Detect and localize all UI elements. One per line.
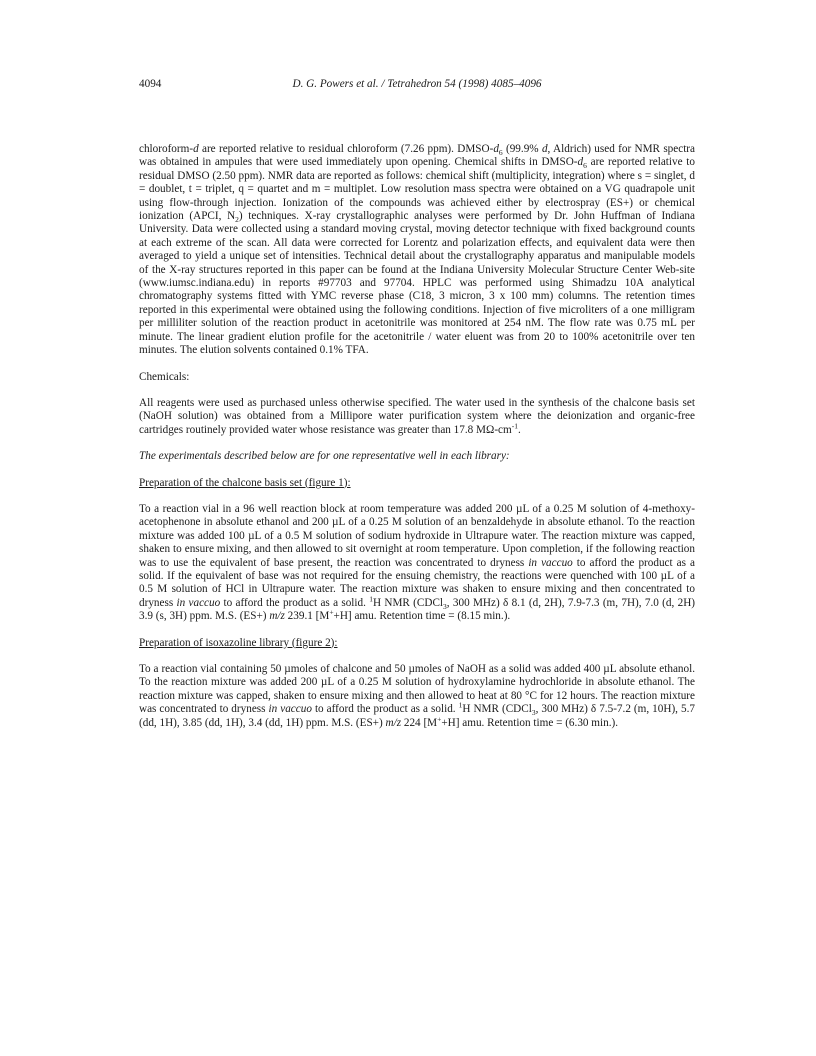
paragraph-chemicals: All reagents were used as purchased unless otherwise specified. The water used in the synthesis of the chalcone basis set (NaOH solution) was obtained from a Millipore water purification system where the deionization and organic-free cartridges routinely provided water whose resistance was greater than 17.8 $M\Omega-cm^{-1}$.: [139, 396, 695, 436]
section-heading-chalcone: Preparation of the chalcone basis set (figure 1):: [139, 476, 351, 489]
paragraph-nmr-methods: chloroform-d are reported relative to residual chloroform (7.26 ppm). DMSO-$d_6$ (99.9% d, Aldrich) used for NMR spectra was obtained in ampules that were used immediately upon opening. Chemical shifts in DMSO-$d_6$ are reported relative to residual DMSO (2.50 ppm). NMR data are reported as follows: chemical shift (multiplicity, integration) where s = singlet, d = doublet, t = triplet, q = quartet and m = multiplet. Low resolution mass spectra were obtained on a VG quadrapole unit using flow-through injection. Ionization of the compounds was achieved either by electrospray (ES+) or chemical ionization (APCI, $N_2$) techniques. X-ray crystallographic analyses were performed by Dr. John Huffman of Indiana University. Data were collected using a standard moving crystal, moving detector technique with fixed background counts at each extreme of the scan. All data were corrected for Lorentz and polarization effects, and equivalent data were then averaged to yield a unique set of intensities. Technical detail about the crystallography apparatus and manipulable models of the X-ray structures reported in this paper can be found at the Indiana University Molecular Structure Center Web-site (www.iumsc.indiana.edu) in reports #97703 and 97704. HPLC was performed using Shimadzu 10A analytical chromatography systems fitted with YMC reverse phase (C18, 3 micron, 3 x 100 mm) columns. The retention times reported in this experimental were obtained using the following conditions. Injection of five microliters of a one milligram per milliliter solution of the reaction product in acetonitrile was monitored at 254 nM. The flow rate was 0.75 mL per minute. The linear gradient elution profile for the acetonitrile / water eluent was from 20 to 100% acetonitrile over ten minutes. The elution solvents contained 0.1% TFA.: [139, 143, 695, 357]
article-body: [139, 143, 695, 730]
page-header: [139, 78, 695, 94]
paragraph-chalcone: To a reaction vial in a 96 well reaction block at room temperature was added 200 µL of a 0.25 M solution of 4-methoxy-acetophenone in absolute ethanol and 200 µL of a 0.25 M solution of an benzaldehyde in absolute ethanol. To the reaction mixture was added 100 µL of a 0.5 M solution of sodium hydroxide in Ultrapure water. The reaction mixture was capped, shaken to ensure mixing, and then allowed to sit overnight at room temperature. Upon completion, if the following reaction was to use the equivalent of base present, the reaction was concentrated to dryness in vaccuo to afford the product as a solid. If the equivalent of base was not required for the ensuing chemistry, the reactions were quenched with 100 µL of a 0.5 M solution of HCl in Ultrapure water. The reaction mixture was shaken to ensure mixing and then concentrated to dryness in vaccuo to afford the product as a solid. $^1$H NMR (CDCl$_3$, 300 MHz) δ 8.1 (d, 2H), 7.9-7.3 (m, 7H), 7.0 (d, 2H) 3.9 (s, 3H) ppm. M.S. (ES+) m/z 239.1 [M++H] amu. Retention time = (8.15 min.).: [139, 502, 695, 623]
running-head: D. G. Powers et al. / Tetrahedron 54 (1998) 4085–4096: [292, 78, 542, 90]
chemicals-heading: Chemicals:: [139, 370, 190, 383]
section-heading-isoxazoline: Preparation of isoxazoline library (figure 2):: [139, 636, 338, 649]
paragraph-isoxazoline: To a reaction vial containing 50 µmoles of chalcone and 50 µmoles of NaOH as a solid was added 400 µL absolute ethanol. To the reaction mixture was added 200 µL of a 0.25 M solution of hydroxylamine hydrochloride in absolute ethanol. The reaction mixture was capped, shaken to ensure mixing and then allowed to heat at 80 °C for 12 hours. The reaction mixture was concentrated to dryness in vaccuo to afford the product as a solid. $^1$H NMR (CDCl$_3$, 300 MHz) δ 7.5-7.2 (m, 10H), 5.7 (dd, 1H), 3.85 (dd, 1H), 3.4 (dd, 1H) ppm. M.S. (ES+) m/z 224 [M++H] amu. Retention time = (6.30 min.).: [139, 663, 695, 729]
experimental-note: The experimentals described below are for one representative well in each library:: [139, 450, 510, 463]
page-number: 4094: [139, 78, 162, 90]
